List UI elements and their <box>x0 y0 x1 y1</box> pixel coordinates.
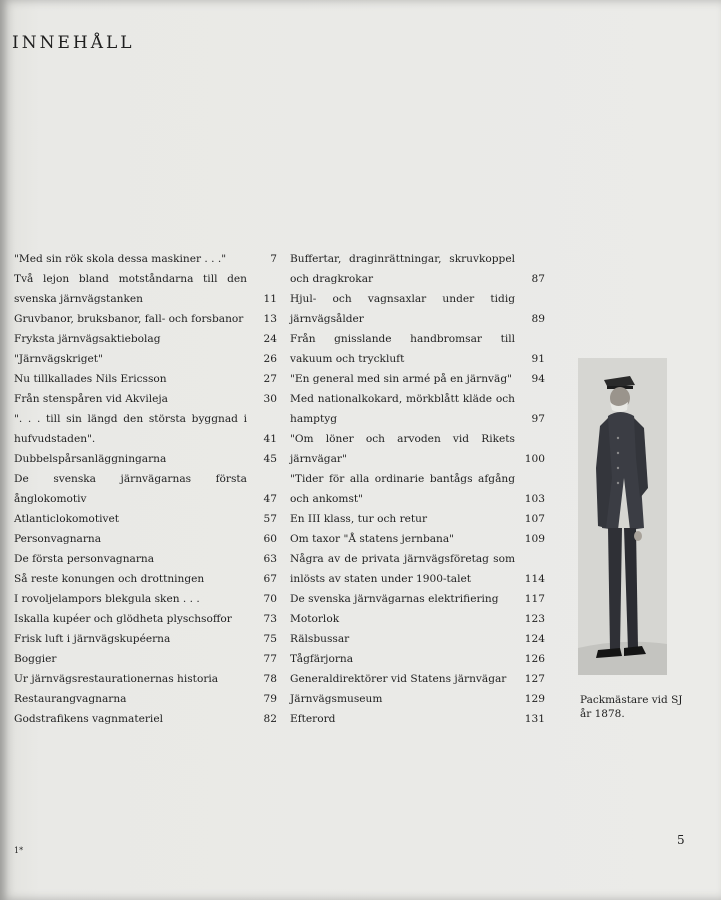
toc-entry-title: Personvagnarna <box>14 533 102 545</box>
toc-entry-title: Gruvbanor, bruksbanor, fall- och forsbanor <box>14 313 244 325</box>
caption-line-2: år 1878. <box>580 708 625 720</box>
toc-entry-title: Restaurangvagnarna <box>14 693 127 705</box>
toc-entry <box>14 569 277 589</box>
toc-entry <box>290 329 545 369</box>
toc-entry-page: 123 <box>524 613 545 625</box>
toc-entry-title: De svenska järnvägarnas elektrifiering <box>290 593 499 605</box>
toc-entry <box>14 269 277 309</box>
toc-entry-title: "En general med sin armé på en järnväg" <box>290 373 512 385</box>
toc-entry-page: 100 <box>524 453 545 465</box>
toc-entry-title: Frisk luft i järnvägskupéerna <box>14 633 171 645</box>
toc-entry-title: Motorlok <box>290 613 340 625</box>
toc-entry-title: Godstrafikens vagnmateriel <box>14 713 163 725</box>
toc-entry-title: Dubbelspårsanläggningarna <box>14 453 167 465</box>
toc-entry-page: 77 <box>263 653 277 665</box>
toc-entry-title: Med nationalkokard, mörkblått kläde och hamptyg <box>290 393 515 425</box>
toc-entry-title: "Järnvägskriget" <box>14 353 103 365</box>
conductor-illustration <box>578 358 667 675</box>
toc-entry <box>290 509 545 529</box>
toc-entry <box>290 689 545 709</box>
toc-entry-title: Hjul- och vagnsaxlar under tidig järnvägsålder <box>290 293 515 325</box>
toc-entry-page: 131 <box>524 713 545 725</box>
toc-entry-title: Några av de privata järnvägsföretag som inlösts av staten under 1900-talet <box>290 553 515 585</box>
toc-entry-title: De svenska järnvägarnas första ånglokomotiv <box>14 473 247 505</box>
toc-column-right <box>290 249 545 729</box>
toc-entry-page: 41 <box>263 433 277 445</box>
toc-entry <box>14 709 277 729</box>
toc-entry-page: 7 <box>270 253 277 265</box>
toc-entry <box>14 589 277 609</box>
toc-entry-page: 45 <box>263 453 277 465</box>
toc-entry-title: "Med sin rök skola dessa maskiner . . ." <box>14 253 227 265</box>
toc-entry-page: 75 <box>263 633 277 645</box>
caption-line-1: Packmästare vid SJ <box>580 694 683 706</box>
toc-entry <box>290 249 545 289</box>
toc-entry <box>290 709 545 729</box>
toc-entry-title: Iskalla kupéer och glödheta plyschsoffor <box>14 613 232 625</box>
toc-entry <box>290 549 545 589</box>
toc-entry <box>14 369 277 389</box>
toc-entry-page: 82 <box>263 713 277 725</box>
toc-entry-page: 79 <box>263 693 277 705</box>
toc-entry <box>290 469 545 509</box>
toc-entry-page: 127 <box>524 673 545 685</box>
toc-entry-page: 47 <box>263 493 277 505</box>
toc-entry-title: Buffertar, draginrättningar, skruvkoppel och dragkrokar <box>290 253 515 285</box>
toc-entry-title: Ur järnvägsrestaurationernas historia <box>14 673 219 685</box>
toc-entry <box>14 449 277 469</box>
toc-entry <box>14 409 277 449</box>
toc-entry <box>14 249 277 269</box>
toc-entry-title: Två lejon bland motståndarna till den svenska järnvägstanken <box>14 273 247 305</box>
toc-entry <box>290 529 545 549</box>
toc-entry-title: Fryksta järnvägsaktiebolag <box>14 333 161 345</box>
toc-entry-page: 30 <box>263 393 277 405</box>
toc-entry-page: 57 <box>263 513 277 525</box>
toc-entry <box>290 609 545 629</box>
toc-entry-page: 27 <box>263 373 277 385</box>
toc-entry-title: Efterord <box>290 713 336 725</box>
toc-entry-page: 117 <box>524 593 545 605</box>
toc-entry-page: 97 <box>531 413 545 425</box>
toc-entry-page: 11 <box>263 293 277 305</box>
toc-entry-page: 13 <box>263 313 277 325</box>
toc-entry <box>14 669 277 689</box>
toc-entry-title: Rälsbussar <box>290 633 350 645</box>
toc-entry-page: 129 <box>524 693 545 705</box>
toc-entry <box>14 629 277 649</box>
toc-entry <box>14 329 277 349</box>
toc-entry <box>14 389 277 409</box>
toc-entry-title: I rovoljelampors blekgula sken . . . <box>14 593 200 605</box>
toc-entry <box>290 669 545 689</box>
conductor-photo <box>578 358 667 675</box>
toc-entry <box>290 649 545 669</box>
toc-entry-page: 63 <box>263 553 277 565</box>
toc-entry-page: 107 <box>524 513 545 525</box>
toc-entry-title: Tågfärjorna <box>290 653 354 665</box>
toc-entry-page: 87 <box>531 273 545 285</box>
toc-entry <box>290 429 545 469</box>
toc-entry-title: Så reste konungen och drottningen <box>14 573 205 585</box>
signature-mark: 1* <box>14 846 24 855</box>
photo-caption <box>580 693 700 721</box>
toc-entry-title: Från gnisslande handbromsar till vakuum och tryckluft <box>290 333 515 365</box>
toc-entry <box>14 349 277 369</box>
toc-entry <box>290 589 545 609</box>
toc-entry <box>290 389 545 429</box>
toc-entry <box>14 469 277 509</box>
toc-entry-page: 103 <box>524 493 545 505</box>
toc-entry-title: "Tider för alla ordinarie bantågs afgång och ankomst" <box>290 473 515 505</box>
toc-entry-page: 94 <box>531 373 545 385</box>
toc-entry <box>14 689 277 709</box>
toc-entry <box>14 609 277 629</box>
toc-entry-page: 89 <box>531 313 545 325</box>
toc-column-left <box>14 249 277 729</box>
toc-entry-title: Boggier <box>14 653 57 665</box>
toc-entry-page: 60 <box>263 533 277 545</box>
toc-entry-page: 124 <box>524 633 545 645</box>
toc-entry-title: Atlanticlokomotivet <box>14 513 119 525</box>
toc-entry-title: Järnvägsmuseum <box>290 693 383 705</box>
toc-entry <box>14 509 277 529</box>
toc-entry <box>290 369 545 389</box>
toc-entry-title: ". . . till sin längd den största byggnad i hufvudstaden". <box>14 413 247 445</box>
toc-entry-title: "Om löner och arvoden vid Rikets järnvägar" <box>290 433 515 465</box>
toc-entry <box>14 529 277 549</box>
toc-entry-page: 78 <box>263 673 277 685</box>
toc-entry-title: Nu tillkallades Nils Ericsson <box>14 373 167 385</box>
toc-entry-title: Generaldirektörer vid Statens järnvägar <box>290 673 507 685</box>
toc-entry-page: 114 <box>524 573 545 585</box>
toc-entry-page: 70 <box>263 593 277 605</box>
page-number: 5 <box>677 833 685 847</box>
toc-entry <box>290 289 545 329</box>
contents-heading: INNEHÅLL <box>12 33 135 53</box>
toc-entry-title: De första personvagnarna <box>14 553 155 565</box>
toc-entry <box>290 629 545 649</box>
toc-entry-page: 67 <box>263 573 277 585</box>
toc-entry <box>14 549 277 569</box>
toc-entry <box>14 309 277 329</box>
toc-entry-page: 109 <box>524 533 545 545</box>
toc-entry <box>14 649 277 669</box>
toc-entry-title: Om taxor "Å statens jernbana" <box>290 533 455 545</box>
toc-entry-title: En III klass, tur och retur <box>290 513 428 525</box>
toc-entry-page: 26 <box>263 353 277 365</box>
toc-entry-page: 24 <box>263 333 277 345</box>
toc-entry-page: 91 <box>531 353 545 365</box>
toc-entry-page: 126 <box>524 653 545 665</box>
toc-entry-page: 73 <box>263 613 277 625</box>
toc-entry-title: Från stenspåren vid Akvileja <box>14 393 168 405</box>
